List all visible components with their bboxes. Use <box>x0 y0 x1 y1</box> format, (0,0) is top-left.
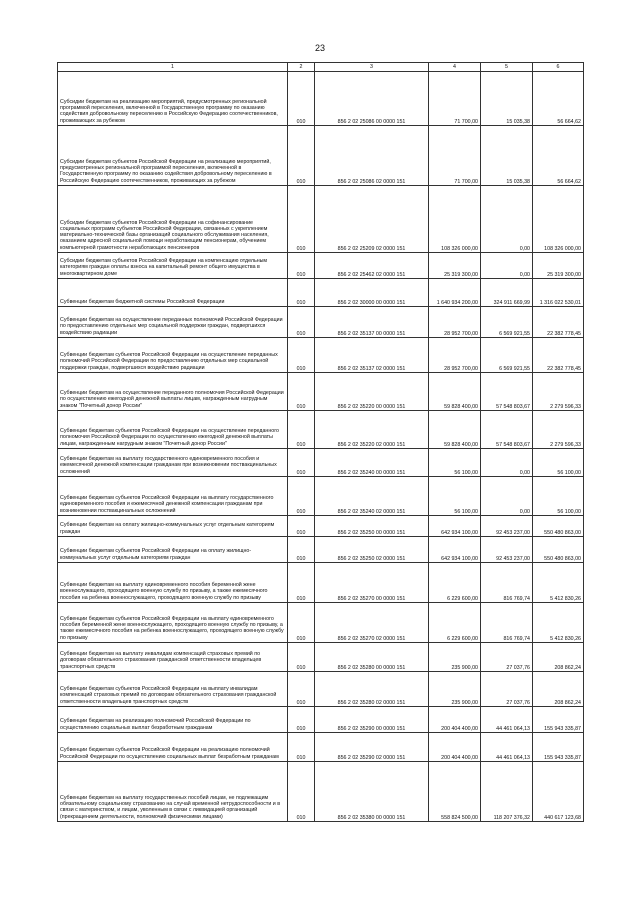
row-col6-cell: 56 100,00 <box>533 449 584 477</box>
row-name-cell: Субвенции бюджетам субъектов Российской Федерации на осуществление переданных полномочий Российской Федерации по предоставлению отдельных мер социальной поддержки граждан, подвергшихся воздействию радиации <box>58 338 288 373</box>
row-col6-cell: 155 943 335,87 <box>533 733 584 762</box>
row-col6-cell: 56 664,62 <box>533 72 584 126</box>
row-code-cell: 010 <box>288 253 315 279</box>
row-col4-cell: 56 100,00 <box>429 477 481 516</box>
row-col6-cell: 5 412 830,26 <box>533 563 584 603</box>
row-code-cell: 010 <box>288 449 315 477</box>
row-col4-cell: 235 900,00 <box>429 643 481 672</box>
row-col6-cell: 25 319 300,00 <box>533 253 584 279</box>
row-kbk-cell: 856 2 02 25462 02 0000 151 <box>315 253 429 279</box>
row-code-cell: 010 <box>288 762 315 822</box>
row-col5-cell: 0,00 <box>481 186 533 253</box>
table-row <box>58 477 584 516</box>
row-col5-cell: 15 035,38 <box>481 72 533 126</box>
row-col4-cell: 642 934 100,00 <box>429 537 481 563</box>
row-code-cell: 010 <box>288 126 315 186</box>
row-col6-cell: 2 279 596,33 <box>533 373 584 411</box>
row-col6-cell: 22 382 778,45 <box>533 307 584 338</box>
row-col6-cell: 155 943 335,87 <box>533 707 584 733</box>
row-col5-cell: 6 569 921,55 <box>481 307 533 338</box>
row-code-cell: 010 <box>288 477 315 516</box>
table-row <box>58 733 584 762</box>
table-row <box>58 72 584 126</box>
row-name-cell: Субсидии бюджетам субъектов Российской Федерации на реализацию мероприятий, предусмотренных региональной программой переселения, включенной в Государственную программу по оказанию содействия добровольному переселению в Российскую Федерацию соотечественников, проживающих за рубежом <box>58 126 288 186</box>
row-code-cell: 010 <box>288 563 315 603</box>
row-col6-cell: 1 316 022 530,01 <box>533 279 584 307</box>
row-col5-cell: 118 207 376,32 <box>481 762 533 822</box>
row-kbk-cell: 856 2 02 35137 02 0000 151 <box>315 338 429 373</box>
table-row <box>58 563 584 603</box>
row-kbk-cell: 856 2 02 35250 02 0000 151 <box>315 537 429 563</box>
row-kbk-cell: 856 2 02 25209 02 0000 151 <box>315 186 429 253</box>
row-name-cell: Субвенции бюджетам субъектов Российской Федерации на выплату инвалидам компенсаций страховых премий по договорам обязательного страхования гражданской ответственности владельцев транспортных средств <box>58 672 288 707</box>
row-col4-cell: 6 229 600,00 <box>429 603 481 643</box>
row-col4-cell: 200 404 400,00 <box>429 707 481 733</box>
table-row <box>58 449 584 477</box>
row-col6-cell: 440 617 123,68 <box>533 762 584 822</box>
row-kbk-cell: 856 2 02 35270 02 0000 151 <box>315 603 429 643</box>
row-code-cell: 010 <box>288 733 315 762</box>
row-kbk-cell: 856 2 02 35220 02 0000 151 <box>315 411 429 449</box>
column-header: 3 <box>315 63 429 72</box>
table-row <box>58 373 584 411</box>
table-row <box>58 537 584 563</box>
row-name-cell: Субвенции бюджетам на выплату государственного единовременного пособия и ежемесячной денежной компенсации гражданам при возникновении поствакцинальных осложнений <box>58 449 288 477</box>
row-name-cell: Субвенции бюджетам бюджетной системы Российской Федерации <box>58 279 288 307</box>
row-col5-cell: 44 461 064,13 <box>481 733 533 762</box>
table-row <box>58 338 584 373</box>
row-col6-cell: 208 862,24 <box>533 643 584 672</box>
row-kbk-cell: 856 2 02 35240 02 0000 151 <box>315 477 429 516</box>
column-header: 5 <box>481 63 533 72</box>
row-kbk-cell: 856 2 02 35137 00 0000 151 <box>315 307 429 338</box>
row-col4-cell: 59 828 400,00 <box>429 411 481 449</box>
row-col5-cell: 0,00 <box>481 253 533 279</box>
row-col4-cell: 28 952 700,00 <box>429 307 481 338</box>
row-name-cell: Субвенции бюджетам на реализацию полномочий Российской Федерации по осуществлению социальных выплат безработным гражданам <box>58 707 288 733</box>
column-header: 6 <box>533 63 584 72</box>
row-col6-cell: 56 100,00 <box>533 477 584 516</box>
row-code-cell: 010 <box>288 537 315 563</box>
row-kbk-cell: 856 2 02 35220 00 0000 151 <box>315 373 429 411</box>
row-col5-cell: 92 453 237,00 <box>481 537 533 563</box>
row-code-cell: 010 <box>288 603 315 643</box>
row-col4-cell: 235 900,00 <box>429 672 481 707</box>
header-row <box>58 63 584 72</box>
row-col4-cell: 642 934 100,00 <box>429 516 481 537</box>
row-name-cell: Субсидии бюджетам на реализацию мероприятий, предусмотренных региональной программой переселения, включенной в Государственную программу по оказанию содействия добровольному переселению в Российскую Федерацию соотечественников, проживающих за рубежом <box>58 72 288 126</box>
row-col6-cell: 56 664,62 <box>533 126 584 186</box>
row-code-cell: 010 <box>288 411 315 449</box>
row-col5-cell: 57 548 803,67 <box>481 373 533 411</box>
row-col4-cell: 28 952 700,00 <box>429 338 481 373</box>
row-col5-cell: 15 035,38 <box>481 126 533 186</box>
table-row <box>58 643 584 672</box>
row-col4-cell: 558 824 500,00 <box>429 762 481 822</box>
row-code-cell: 010 <box>288 516 315 537</box>
row-name-cell: Субсидии бюджетам субъектов Российской Федерации на компенсацию отдельным категориям граждан оплаты взноса на капитальный ремонт общего имущества в многоквартирном доме <box>58 253 288 279</box>
row-col6-cell: 208 862,24 <box>533 672 584 707</box>
row-col4-cell: 200 404 400,00 <box>429 733 481 762</box>
row-code-cell: 010 <box>288 672 315 707</box>
row-code-cell: 010 <box>288 279 315 307</box>
row-col4-cell: 56 100,00 <box>429 449 481 477</box>
table-row <box>58 279 584 307</box>
row-kbk-cell: 856 2 02 35270 00 0000 151 <box>315 563 429 603</box>
row-kbk-cell: 856 2 02 25086 00 0000 151 <box>315 72 429 126</box>
row-code-cell: 010 <box>288 643 315 672</box>
table-row <box>58 516 584 537</box>
row-col4-cell: 71 700,00 <box>429 72 481 126</box>
row-kbk-cell: 856 2 02 35290 00 0000 151 <box>315 707 429 733</box>
table-row <box>58 707 584 733</box>
row-col6-cell: 550 480 863,00 <box>533 537 584 563</box>
row-kbk-cell: 856 2 02 35280 02 0000 151 <box>315 672 429 707</box>
row-code-cell: 010 <box>288 338 315 373</box>
row-code-cell: 010 <box>288 373 315 411</box>
row-col6-cell: 108 326 000,00 <box>533 186 584 253</box>
row-kbk-cell: 856 2 02 35250 00 0000 151 <box>315 516 429 537</box>
row-col4-cell: 71 700,00 <box>429 126 481 186</box>
row-col4-cell: 108 326 000,00 <box>429 186 481 253</box>
row-col5-cell: 27 037,76 <box>481 643 533 672</box>
table-row <box>58 603 584 643</box>
table-row <box>58 411 584 449</box>
row-code-cell: 010 <box>288 186 315 253</box>
table-row <box>58 307 584 338</box>
row-col4-cell: 25 319 300,00 <box>429 253 481 279</box>
row-col4-cell: 6 229 600,00 <box>429 563 481 603</box>
row-name-cell: Субвенции бюджетам на осуществление переданного полномочия Российской Федерации по осуществлению ежегодной денежной выплаты лицам, награжденным нагрудным знаком "Почетный донор России" <box>58 373 288 411</box>
table-row <box>58 253 584 279</box>
row-name-cell: Субвенции бюджетам на выплату единовременного пособия беременной жене военнослужащего, проходящего военную службу по призыву, а также ежемесячного пособия на ребенка военнослужащего, проходящего военную службу по призыву <box>58 563 288 603</box>
row-kbk-cell: 856 2 02 35380 00 0000 151 <box>315 762 429 822</box>
row-col5-cell: 27 037,76 <box>481 672 533 707</box>
row-col6-cell: 550 480 863,00 <box>533 516 584 537</box>
row-col4-cell: 59 828 400,00 <box>429 373 481 411</box>
row-name-cell: Субвенции бюджетам на оплату жилищно-коммунальных услуг отдельным категориям граждан <box>58 516 288 537</box>
row-name-cell: Субсидии бюджетам субъектов Российской Федерации на софинансирование социальных программ субъектов Российской Федерации, связанных с укреплением материально-технической базы организаций социального обслуживания населения, оказанием адресной социальной помощи неработающим пенсионерам, обучением компьютерной грамотности неработающих пенсионеров <box>58 186 288 253</box>
row-col5-cell: 324 911 669,99 <box>481 279 533 307</box>
row-code-cell: 010 <box>288 707 315 733</box>
row-col5-cell: 0,00 <box>481 477 533 516</box>
table-row <box>58 762 584 822</box>
row-name-cell: Субвенции бюджетам субъектов Российской Федерации на выплату государственного единовременного пособия и ежемесячной денежной компенсации гражданам при возникновении поствакцинальных осложнений <box>58 477 288 516</box>
row-code-cell: 010 <box>288 307 315 338</box>
row-name-cell: Субвенции бюджетам на осуществление переданных полномочий Российской Федерации по предоставлению отдельных мер социальной поддержки граждан, подвергшихся воздействию радиации <box>58 307 288 338</box>
budget-table <box>57 62 584 822</box>
row-col6-cell: 22 382 778,45 <box>533 338 584 373</box>
row-col5-cell: 44 461 064,13 <box>481 707 533 733</box>
page-number: 23 <box>314 43 325 53</box>
row-code-cell: 010 <box>288 72 315 126</box>
row-kbk-cell: 856 2 02 35280 00 0000 151 <box>315 643 429 672</box>
row-name-cell: Субвенции бюджетам на выплату государственных пособий лицам, не подлежащим обязательному социальному страхованию на случай временной нетрудоспособности и в связи с материнством, и лицам, уволенным в связи с ликвидацией организаций (прекращением деятельности, полномочий физическими лицами) <box>58 762 288 822</box>
row-col5-cell: 816 769,74 <box>481 563 533 603</box>
row-name-cell: Субвенции бюджетам субъектов Российской Федерации на оплату жилищно-коммунальных услуг отдельным категориям граждан <box>58 537 288 563</box>
row-col6-cell: 2 279 596,33 <box>533 411 584 449</box>
row-kbk-cell: 856 2 02 30000 00 0000 151 <box>315 279 429 307</box>
row-col5-cell: 816 769,74 <box>481 603 533 643</box>
row-col5-cell: 92 453 237,00 <box>481 516 533 537</box>
row-col5-cell: 6 569 921,55 <box>481 338 533 373</box>
row-kbk-cell: 856 2 02 35240 00 0000 151 <box>315 449 429 477</box>
row-col4-cell: 1 640 934 200,00 <box>429 279 481 307</box>
table-row <box>58 126 584 186</box>
row-kbk-cell: 856 2 02 25086 02 0000 151 <box>315 126 429 186</box>
table-row <box>58 672 584 707</box>
column-header: 1 <box>58 63 288 72</box>
row-name-cell: Субвенции бюджетам на выплату инвалидам компенсаций страховых премий по договорам обязательного страхования гражданской ответственности владельцев транспортных средств <box>58 643 288 672</box>
row-col6-cell: 5 412 830,26 <box>533 603 584 643</box>
row-name-cell: Субвенции бюджетам субъектов Российской Федерации на реализацию полномочий Российской Федерации по осуществлению социальных выплат безработным гражданам <box>58 733 288 762</box>
column-header: 4 <box>429 63 481 72</box>
row-col5-cell: 57 548 803,67 <box>481 411 533 449</box>
column-header: 2 <box>288 63 315 72</box>
table-row <box>58 186 584 253</box>
row-col5-cell: 0,00 <box>481 449 533 477</box>
row-kbk-cell: 856 2 02 35290 02 0000 151 <box>315 733 429 762</box>
row-name-cell: Субвенции бюджетам субъектов Российской Федерации на выплату единовременного пособия беременной жене военнослужащего, проходящего военную службу по призыву, а также ежемесячного пособия на ребенка военнослужащего, проходящего военную службу по призыву <box>58 603 288 643</box>
row-name-cell: Субвенции бюджетам субъектов Российской Федерации на осуществление переданного полномочия Российской Федерации по осуществлению ежегодной денежной выплаты лицам, награжденным нагрудным знаком "Почетный донор России" <box>58 411 288 449</box>
